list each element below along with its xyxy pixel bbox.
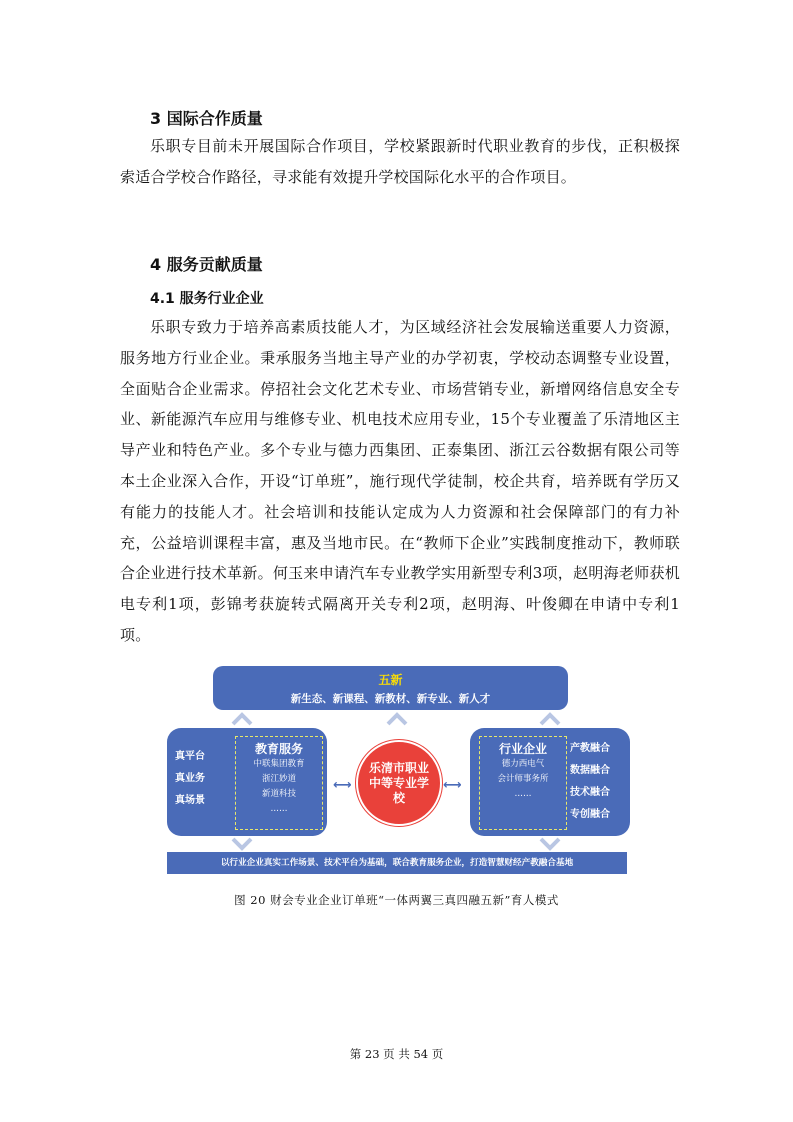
- school-name: 乐清市职业中等专业学校: [368, 760, 429, 805]
- section-4-heading: 4 服务贡献质量: [150, 255, 263, 274]
- right-list-item: 产教融合: [570, 743, 610, 754]
- five-new-banner: [213, 666, 568, 710]
- left-list-item: 真业务: [175, 773, 205, 784]
- right-list-item: 技术融合: [570, 787, 610, 798]
- right-list-item: 数据融合: [570, 765, 610, 776]
- education-service-item: ……: [270, 804, 288, 814]
- industry-enterprise-panel: [470, 728, 630, 836]
- education-model-diagram: [163, 666, 631, 880]
- section-3-paragraph: 乐职专目前未开展国际合作项目，学校紧跟新时代职业教育的步伐，正积极探索适合学校合作路径，寻求能有效提升学校国际化水平的合作项目。: [120, 137, 680, 186]
- education-service-panel: [167, 728, 327, 836]
- left-list-item: 真平台: [175, 751, 205, 762]
- down-chevron-icon: [539, 837, 561, 851]
- education-service-item: 新道科技: [261, 789, 296, 799]
- figure-caption: 图 20 财会专业企业订单班“一体两翼三真四融五新”育人模式: [234, 893, 559, 907]
- left-right-arrow-icon: ⟷: [333, 778, 352, 793]
- left-side-list: [175, 746, 205, 812]
- education-service-item: 浙江妙道: [261, 774, 296, 784]
- industry-enterprise-item: 德力西电气: [501, 759, 545, 769]
- section-4-1-paragraph: 乐职专致力于培养高素质技能人才，为区域经济社会发展输送重要人力资源，服务地方行业企业。秉承服务当地主导产业的办学初衷，学校动态调整专业设置，全面贴合企业需求。停招社会文化艺术专业、市场营销专业，新增网络信息安全专业、新能源汽车应用与维修专业、机电技术应用专业，15个专业覆盖了乐清地区主导产业和特色产业。多个专业与德力西集团、正泰集团、浙江云谷数据有限公司等本土企业深入合作，开设“订单班”，施行现代学徒制，校企共育，培养既有学历又有能力的技能人才。社会培训和技能认定成为人力资源和社会保障部门的有力补充，公益培训课程丰富，惠及当地市民。在“教师下企业”实践制度推动下，教师联合企业进行技术革新。何玉来申请汽车专业教学实用新型专利3项，赵明海老师获机电专利1项，彭锦考获旋转式隔离开关专利2项，赵明海、叶俊卿在申请中专利1项。: [120, 318, 680, 644]
- page-number: 第 23 页 共 54 页: [349, 1047, 444, 1061]
- banner-title: 五新: [378, 673, 403, 687]
- right-list-item: 专创融合: [570, 809, 610, 820]
- industry-enterprise-box: [479, 736, 567, 830]
- diagram-footer-bar: 以行业企业真实工作场景、技术平台为基础，联合教育服务企业，打造智慧财经产教融合基地: [167, 852, 627, 874]
- education-service-title: 教育服务: [254, 742, 303, 756]
- up-chevron-icon: [386, 712, 408, 726]
- industry-enterprise-title: 行业企业: [498, 742, 547, 756]
- industry-enterprise-item: ……: [514, 789, 532, 799]
- up-chevron-icon: [539, 712, 561, 726]
- section-4-1-subheading: 4.1 服务行业企业: [150, 291, 264, 307]
- education-service-box: [235, 736, 323, 830]
- banner-subtitle: 新生态、新课程、新教材、新专业、新人才: [290, 693, 491, 705]
- left-right-arrow-icon: ⟷: [443, 778, 462, 793]
- industry-enterprise-item: 会计师事务所: [497, 774, 549, 784]
- left-list-item: 真场景: [175, 795, 205, 806]
- right-side-list: [570, 738, 610, 826]
- down-chevron-icon: [231, 837, 253, 851]
- education-service-item: 中联集团教育: [253, 759, 305, 769]
- up-chevron-icon: [231, 712, 253, 726]
- section-3-heading: 3 国际合作质量: [150, 109, 263, 128]
- school-circle: [356, 740, 442, 826]
